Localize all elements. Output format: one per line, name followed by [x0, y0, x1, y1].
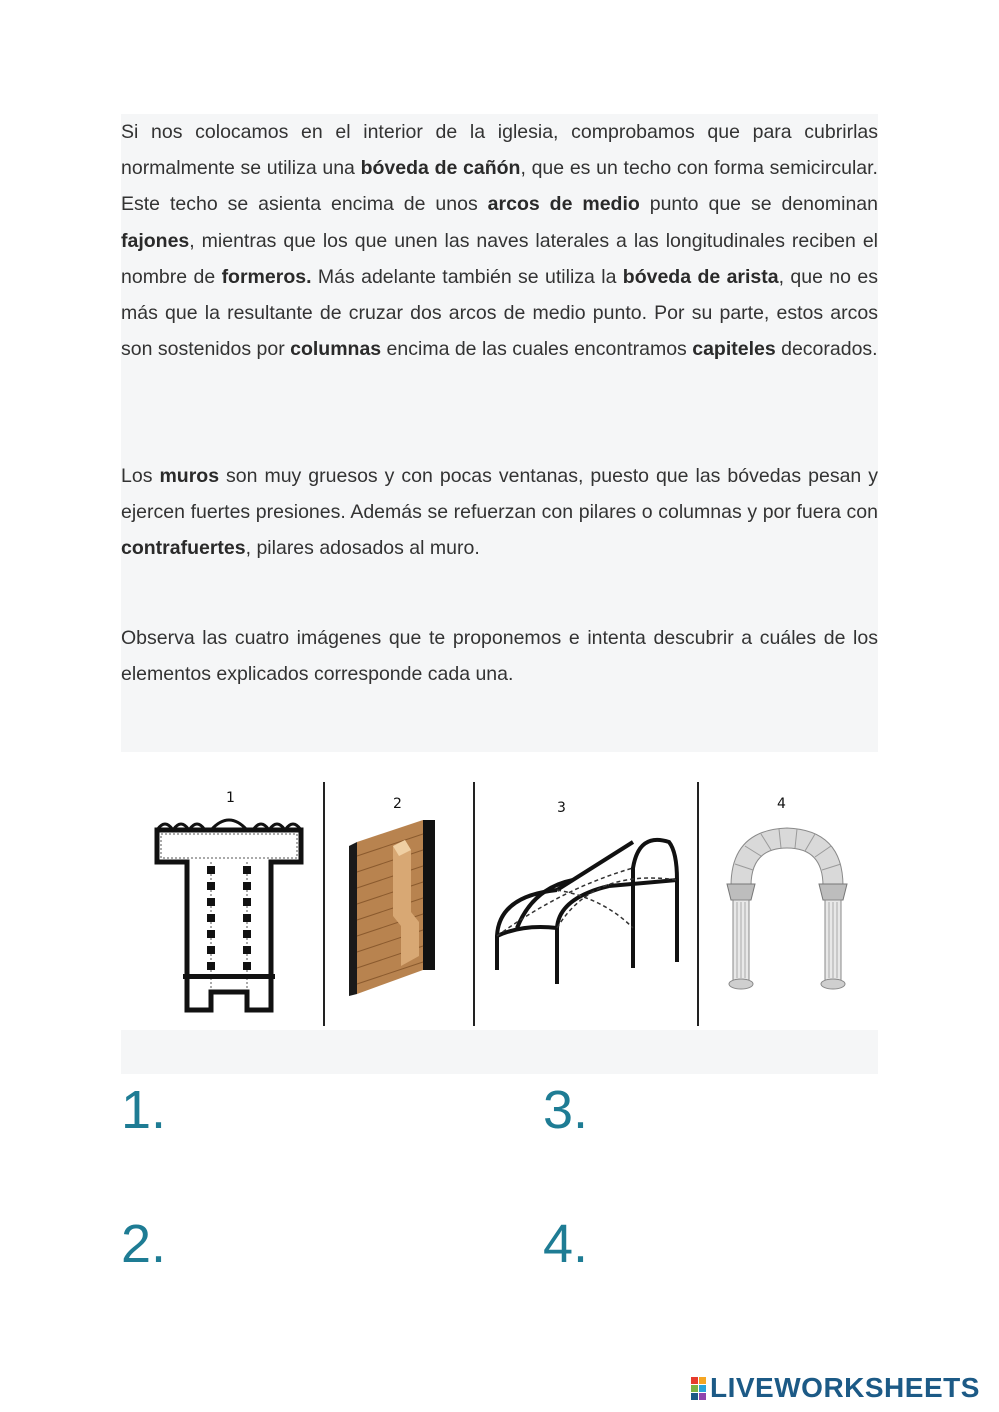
logo-square: [699, 1393, 706, 1400]
logo-square: [691, 1377, 698, 1384]
figure-3-label: 3: [557, 800, 566, 816]
paragraph-2-text: Los muros son muy gruesos y con pocas ventanas, puesto que las bóvedas pesan y ejercen fuertes presiones. Además se refuerzan con pilares o columnas y por fuera con contrafuertes, pilares adosados al muro.: [121, 465, 879, 560]
figure-divider: [473, 782, 475, 1026]
paragraph-vaults: [121, 114, 878, 404]
term-boveda-canon: bóveda de cañón: [360, 157, 521, 180]
round-arch-columns-icon: [725, 824, 849, 994]
logo-square: [699, 1385, 706, 1392]
figure-1-label: 1: [226, 790, 235, 806]
spacer-band: [121, 404, 878, 458]
answer-label-3: 3.: [543, 1080, 589, 1140]
buttress-wall-icon: [349, 816, 437, 996]
figure-2-label: 2: [393, 796, 402, 812]
logo-mark-icon: [691, 1377, 706, 1400]
barrel-vault-icon: [493, 828, 679, 992]
answer-label-1: 1.: [121, 1080, 167, 1140]
term-capiteles: capiteles: [692, 338, 776, 361]
logo-square: [699, 1377, 706, 1384]
figure-divider: [697, 782, 699, 1026]
term-boveda-arista: bóveda de arista: [622, 265, 779, 288]
liveworksheets-logo[interactable]: [691, 1373, 980, 1403]
figures-strip: [121, 752, 878, 1032]
term-arcos-medio: arcos de medio: [487, 193, 640, 216]
paragraph-1-text: Si nos colocamos en el interior de la iglesia, comprobamos que para cubrirlas normalmente se utiliza una bóveda de cañón, que es un techo con forma semicircular. Este techo se asienta encima de unos arcos de medio punto que se denominan fajones, mientras que los que unen las naves laterales a las longitudinales reciben el nombre de formeros. Más adelante también se utiliza la bóveda de arista, que no es más que la resultante de cruzar dos arcos de medio punto. Por su parte, estos arcos son sostenidos por columnas encima de las cuales encontramos capiteles decorados.: [121, 121, 878, 361]
logo-square: [691, 1393, 698, 1400]
spacer-band: [121, 1030, 878, 1074]
answer-label-2: 2.: [121, 1214, 167, 1274]
term-muros: muros: [159, 465, 220, 487]
spacer-band: [121, 566, 878, 620]
church-floor-plan-icon: [153, 814, 305, 1014]
figure-divider: [323, 782, 325, 1026]
term-formeros: formeros.: [221, 265, 312, 288]
term-fajones: fajones: [121, 229, 190, 252]
logo-square: [691, 1385, 698, 1392]
paragraph-3-text: Observa las cuatro imágenes que te proponemos e intenta descubrir a cuáles de los elementos explicados corresponde cada una.: [121, 627, 878, 686]
paragraph-instructions: [121, 620, 878, 752]
logo-text: LIVEWORKSHEETS: [710, 1372, 980, 1403]
term-contrafuertes: contrafuertes: [121, 537, 246, 560]
term-columnas: columnas: [290, 338, 382, 361]
paragraph-walls: [121, 458, 878, 566]
answer-label-4: 4.: [543, 1214, 589, 1274]
figure-4-label: 4: [777, 796, 786, 812]
